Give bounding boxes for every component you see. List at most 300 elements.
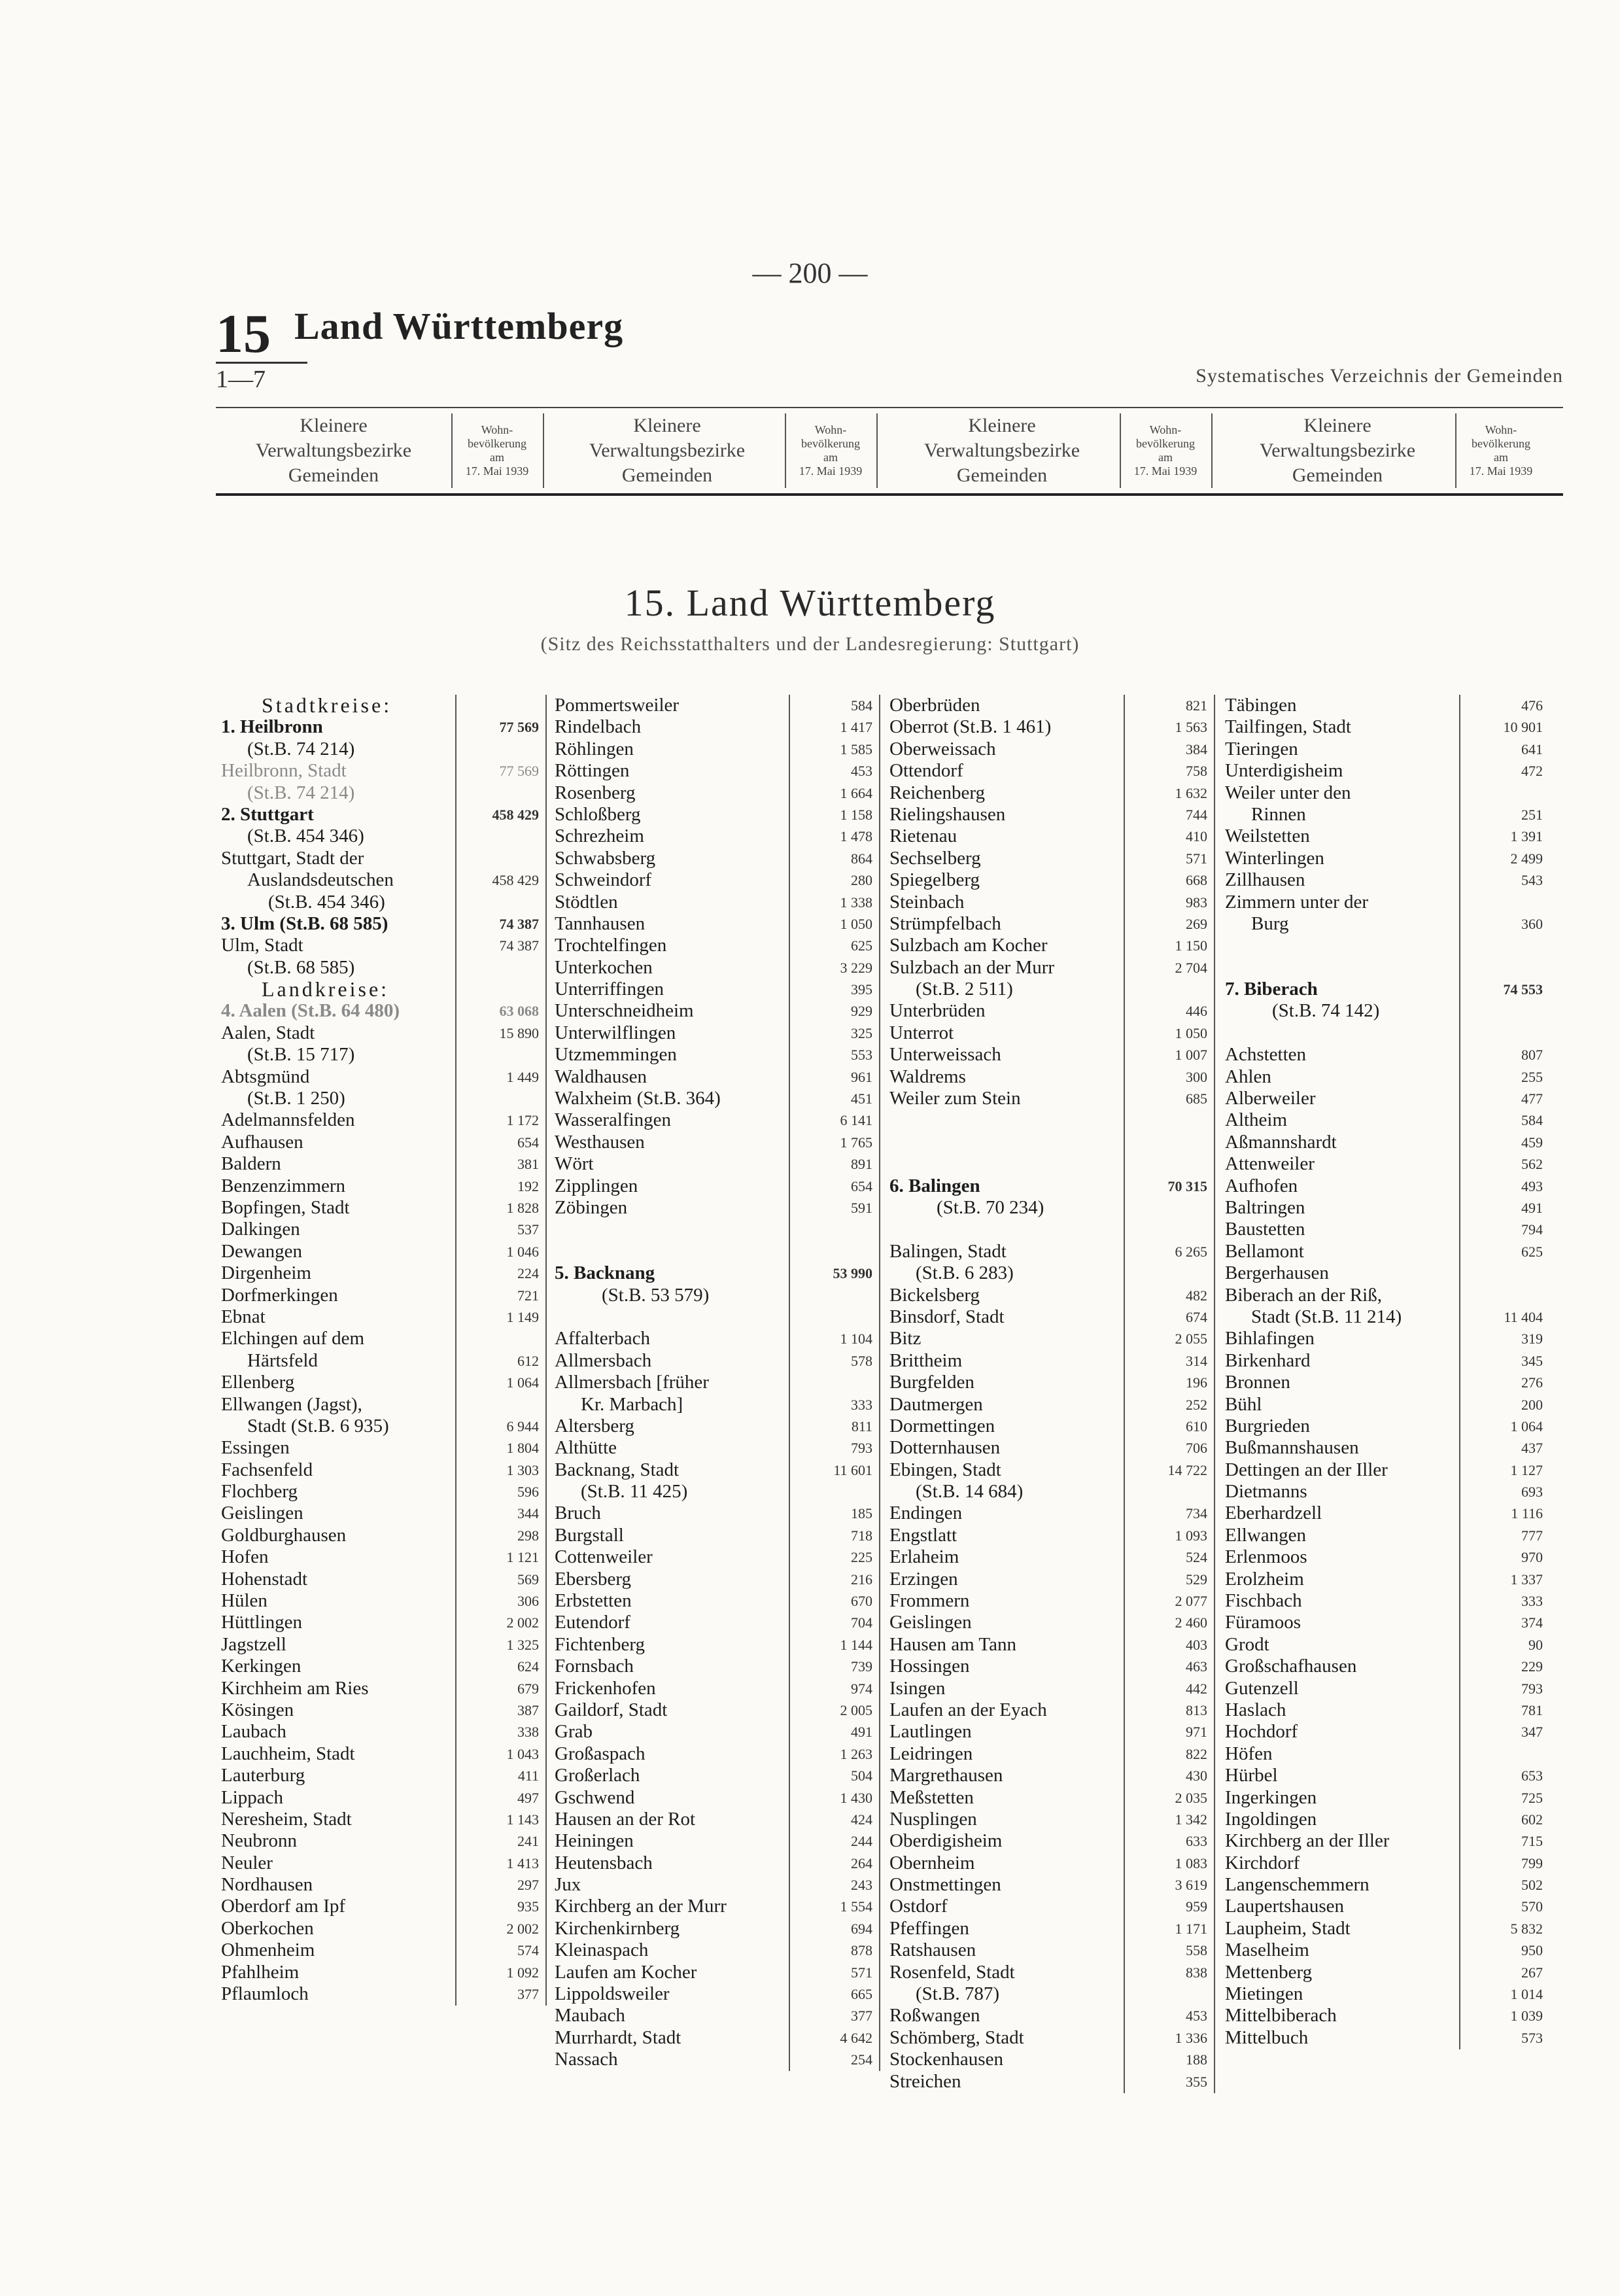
list-spacer <box>884 1109 1211 1131</box>
list-item <box>216 1896 543 1917</box>
municipality-name: Hohenstadt <box>221 1568 308 1590</box>
list-item <box>216 1678 543 1699</box>
municipality-name: Onstmettingen <box>889 1874 1001 1896</box>
population-value: 1 804 <box>506 1440 539 1457</box>
list-item <box>549 1896 876 1917</box>
list-item <box>884 1634 1211 1656</box>
header-name-line: Kleinere <box>633 415 701 436</box>
list-item <box>884 1459 1211 1481</box>
population-value: 251 <box>1521 806 1543 823</box>
list-spacer <box>884 1153 1211 1175</box>
population-value: 192 <box>517 1177 539 1194</box>
page-number: — 200 — <box>752 257 868 289</box>
municipality-name: Gschwend <box>555 1786 635 1808</box>
population-value: 1 007 <box>1175 1047 1207 1064</box>
population-value: 591 <box>851 1199 872 1216</box>
list-item <box>549 782 876 804</box>
population-value: 410 <box>1186 828 1207 845</box>
list-item <box>549 979 876 1000</box>
list-item <box>216 1328 543 1349</box>
population-value: 3 619 <box>1175 1877 1207 1894</box>
municipality-name: Mittelbuch <box>1225 2026 1309 2048</box>
list-item <box>884 1983 1211 2005</box>
population-value: 377 <box>851 2008 872 2025</box>
population-value: 524 <box>1186 1549 1207 1566</box>
population-value: 781 <box>1521 1701 1543 1718</box>
list-item <box>884 1022 1211 1044</box>
list-item <box>549 1721 876 1743</box>
list-item <box>1220 1918 1547 1939</box>
municipality-name: Lauterburg <box>221 1765 305 1786</box>
list-item <box>549 1983 876 2005</box>
list-item <box>1220 1962 1547 1983</box>
list-item <box>1220 1525 1547 1546</box>
municipality-name: Sulzbach am Kocher <box>889 935 1048 956</box>
population-value: 241 <box>517 1833 539 1850</box>
population-value: 739 <box>851 1658 872 1675</box>
municipality-name: Grodt <box>1225 1633 1269 1655</box>
list-item <box>216 760 543 782</box>
population-value: 442 <box>1186 1680 1207 1697</box>
list-item <box>884 1787 1211 1809</box>
municipality-name: Maselheim <box>1225 1939 1309 1961</box>
municipality-name: Erzingen <box>889 1568 958 1590</box>
list-item <box>1220 1044 1547 1066</box>
list-item <box>216 1656 543 1677</box>
header-name-line: Gemeinden <box>621 464 713 486</box>
population-value: 573 <box>1521 2029 1543 2046</box>
list-item <box>884 1481 1211 1503</box>
population-value: 1 765 <box>840 1134 872 1151</box>
population-value: 935 <box>517 1898 539 1915</box>
list-item <box>1220 1175 1547 1197</box>
list-item <box>1220 1634 1547 1656</box>
municipality-name: Strümpfelbach <box>889 913 1001 934</box>
municipality-name: Dautmergen <box>889 1393 983 1415</box>
municipality-name: Gaildorf, Stadt <box>555 1699 668 1720</box>
header-pop-line: bevölkerung <box>468 437 526 450</box>
list-item <box>549 1874 876 1896</box>
municipality-name: Erlenmoos <box>1225 1546 1307 1568</box>
municipality-name: Obernheim <box>889 1852 975 1873</box>
population-value: 1 585 <box>840 740 872 757</box>
municipality-name: Brittheim <box>889 1349 963 1371</box>
list-item <box>549 826 876 847</box>
list-item <box>884 1852 1211 1874</box>
list-item <box>549 804 876 826</box>
list-item <box>216 1743 543 1765</box>
municipality-name: Haslach <box>1225 1699 1286 1720</box>
population-value: 1 149 <box>506 1308 539 1325</box>
list-item <box>1220 1481 1547 1503</box>
table-header <box>216 407 1563 496</box>
municipality-name: Hossingen <box>889 1656 970 1677</box>
population-value: 333 <box>1521 1593 1543 1610</box>
municipality-name: (St.B. 2 511) <box>916 979 1013 1000</box>
population-value: 185 <box>851 1505 872 1522</box>
list-item <box>216 979 543 1000</box>
list-item <box>1220 1241 1547 1262</box>
list-item <box>549 2005 876 2026</box>
municipality-name: Schweindorf <box>555 869 652 891</box>
municipality-name: (St.B. 11 425) <box>581 1481 688 1503</box>
population-value: 74 387 <box>499 937 539 954</box>
list-item <box>216 1590 543 1612</box>
list-item <box>216 782 543 804</box>
population-value: 446 <box>1186 1003 1207 1020</box>
population-value: 403 <box>1186 1636 1207 1653</box>
list-item <box>216 1721 543 1743</box>
population-value: 1 303 <box>506 1461 539 1478</box>
list-item <box>216 1765 543 1786</box>
municipality-name: 1. Heilbronn <box>221 716 323 738</box>
population-value: 777 <box>1521 1527 1543 1544</box>
population-value: 325 <box>851 1024 872 1041</box>
population-value: 624 <box>517 1658 539 1675</box>
list-item <box>216 1416 543 1437</box>
municipality-name: Murrhardt, Stadt <box>555 2026 681 2048</box>
list-item <box>549 716 876 738</box>
population-value: 2 055 <box>1175 1331 1207 1348</box>
header-pop-line: Wohn- <box>814 423 847 436</box>
municipality-name: Großschafhausen <box>1225 1656 1357 1677</box>
population-value: 1 150 <box>1175 937 1207 954</box>
municipality-name: Laufen am Kocher <box>555 1961 697 1983</box>
list-item <box>549 1437 876 1459</box>
municipality-name: Goldburghausen <box>221 1524 347 1546</box>
population-value: 1 449 <box>506 1068 539 1085</box>
municipality-name: Stockenhausen <box>889 2049 1003 2070</box>
list-item <box>549 1503 876 1524</box>
population-value: 1 325 <box>506 1636 539 1653</box>
population-value: 1 336 <box>1175 2029 1207 2046</box>
municipality-name: Waldhausen <box>555 1066 647 1087</box>
list-item <box>216 1983 543 2005</box>
list-item <box>1220 1088 1547 1109</box>
list-item <box>1220 869 1547 891</box>
list-item <box>549 1678 876 1699</box>
list-item <box>884 1678 1211 1699</box>
municipality-name: Dewangen <box>221 1240 303 1262</box>
municipality-name: Streichen <box>889 2070 961 2092</box>
column-rule <box>1124 695 1125 2093</box>
municipality-name: Bihlafingen <box>1225 1328 1315 1349</box>
municipality-name: Bellamont <box>1225 1240 1304 1262</box>
column-2 <box>549 695 876 2071</box>
list-item <box>1220 1612 1547 1633</box>
municipality-name: Ratshausen <box>889 1939 976 1961</box>
population-value: 1 158 <box>840 806 872 823</box>
municipality-name: Zimmern unter der <box>1225 891 1369 913</box>
header-name-line: Kleinere <box>1303 415 1371 436</box>
list-item <box>1220 695 1547 716</box>
population-value: 243 <box>851 1877 872 1894</box>
list-item <box>1220 1394 1547 1416</box>
municipality-name: Landkreise: <box>262 979 390 1001</box>
population-value: 1 050 <box>840 915 872 932</box>
list-item <box>216 1285 543 1306</box>
list-item <box>549 1481 876 1503</box>
list-item <box>1220 1350 1547 1372</box>
list-item <box>884 1765 1211 1786</box>
municipality-name: Ebersberg <box>555 1568 632 1590</box>
municipality-name: Stadt (St.B. 11 214) <box>1251 1306 1402 1327</box>
population-value: 612 <box>517 1352 539 1369</box>
municipality-name: Kirchenkirnberg <box>555 1917 680 1939</box>
municipality-name: 7. Biberach <box>1225 979 1318 1000</box>
list-item <box>549 848 876 869</box>
municipality-name: (St.B. 787) <box>916 1983 1000 2005</box>
municipality-name: Kösingen <box>221 1699 294 1720</box>
population-value: 458 429 <box>492 806 539 823</box>
municipality-name: Meßstetten <box>889 1786 974 1808</box>
municipality-name: Unterriffingen <box>555 979 664 1000</box>
list-item <box>1220 760 1547 782</box>
list-item <box>549 1066 876 1088</box>
list-item <box>216 1918 543 1939</box>
municipality-name: Bopfingen, Stadt <box>221 1196 350 1218</box>
municipality-name: Jux <box>555 1874 581 1896</box>
municipality-name: Benzenzimmern <box>221 1175 346 1196</box>
column-4 <box>1220 695 1547 2049</box>
list-item <box>549 1197 876 1219</box>
list-item <box>216 957 543 979</box>
population-value: 1 413 <box>506 1854 539 1871</box>
population-value: 1 043 <box>506 1745 539 1762</box>
municipality-name: Füramoos <box>1225 1612 1301 1633</box>
population-value: 254 <box>851 2051 872 2068</box>
population-value: 529 <box>1186 1571 1207 1588</box>
municipality-name: Walxheim (St.B. 364) <box>555 1088 721 1109</box>
municipality-name: Burgstall <box>555 1524 624 1546</box>
list-spacer <box>1220 935 1547 956</box>
list-item <box>216 1787 543 1809</box>
population-value: 864 <box>851 850 872 867</box>
municipality-name: Weiler zum Stein <box>889 1088 1021 1109</box>
list-item <box>216 1546 543 1568</box>
population-value: 424 <box>851 1811 872 1828</box>
list-item <box>1220 848 1547 869</box>
population-value: 297 <box>517 1877 539 1894</box>
header-pop-line: Wohn- <box>1149 423 1182 436</box>
population-value: 77 569 <box>499 719 539 736</box>
header-name-line: Verwaltungsbezirke <box>923 440 1080 461</box>
municipality-name: Geislingen <box>889 1612 972 1633</box>
population-value: 633 <box>1186 1833 1207 1850</box>
municipality-name: Engstlatt <box>889 1524 957 1546</box>
municipality-name: Langenschemmern <box>1225 1874 1370 1896</box>
municipality-name: (St.B. 454 346) <box>268 891 385 913</box>
section-caption: Systematisches Verzeichnis der Gemeinden <box>1196 365 1563 387</box>
population-value: 610 <box>1186 1418 1207 1435</box>
municipality-name: (St.B. 1 250) <box>247 1088 345 1109</box>
list-item <box>1220 1066 1547 1088</box>
population-value: 571 <box>1186 850 1207 867</box>
municipality-name: Utzmemmingen <box>555 1044 677 1066</box>
list-item <box>884 935 1211 956</box>
municipality-name: Fornsbach <box>555 1656 634 1677</box>
column-rule <box>1459 695 1460 2049</box>
municipality-name: Fachsenfeld <box>221 1459 313 1480</box>
population-value: 497 <box>517 1789 539 1806</box>
header-pop-line: Wohn- <box>481 423 513 436</box>
population-value: 229 <box>1521 1658 1543 1675</box>
municipality-name: Ahlen <box>1225 1066 1271 1087</box>
list-item <box>216 716 543 738</box>
list-item <box>216 1262 543 1284</box>
population-value: 451 <box>851 1090 872 1107</box>
municipality-name: Essingen <box>221 1437 290 1459</box>
population-value: 811 <box>851 1418 872 1435</box>
municipality-name: Ostdorf <box>889 1896 948 1917</box>
list-item <box>549 1743 876 1765</box>
population-value: 793 <box>851 1440 872 1457</box>
list-item <box>884 1175 1211 1197</box>
population-value: 1 093 <box>1175 1527 1207 1544</box>
population-value: 950 <box>1521 1942 1543 1959</box>
list-item <box>216 1459 543 1481</box>
population-value: 584 <box>1521 1112 1543 1129</box>
list-item <box>216 804 543 826</box>
population-value: 1 828 <box>506 1199 539 1216</box>
header-pop-line: bevölkerung <box>801 437 860 450</box>
column-rule <box>879 695 880 2071</box>
list-item <box>216 1088 543 1109</box>
list-item <box>1220 1132 1547 1153</box>
list-item <box>884 1241 1211 1262</box>
list-item <box>884 1830 1211 1852</box>
list-item <box>1220 1153 1547 1175</box>
municipality-name: Aufhausen <box>221 1131 303 1153</box>
list-item <box>549 1416 876 1437</box>
municipality-name: Dirgenheim <box>221 1262 311 1284</box>
municipality-name: Wasseralfingen <box>555 1109 672 1131</box>
list-item <box>884 1503 1211 1524</box>
municipality-name: Kleinaspach <box>555 1939 649 1961</box>
column-1 <box>216 695 543 2005</box>
list-item <box>216 1852 543 1874</box>
list-item <box>1220 1459 1547 1481</box>
municipality-name: Heilbronn, Stadt <box>221 760 347 782</box>
list-item <box>549 935 876 956</box>
population-value: 706 <box>1186 1440 1207 1457</box>
population-value: 459 <box>1521 1134 1543 1151</box>
municipality-name: Laupheim, Stadt <box>1225 1917 1351 1939</box>
municipality-name: Roßwangen <box>889 2005 980 2026</box>
population-value: 63 068 <box>499 1003 539 1020</box>
municipality-name: Laupertshausen <box>1225 1896 1344 1917</box>
population-value: 504 <box>851 1767 872 1784</box>
municipality-name: Rosenberg <box>555 782 636 803</box>
population-value: 1 664 <box>840 784 872 801</box>
municipality-name: Erlaheim <box>889 1546 959 1568</box>
list-item <box>549 1962 876 1983</box>
municipality-name: Lippoldsweiler <box>555 1983 670 2005</box>
header-pop-cell <box>1120 408 1211 493</box>
list-item <box>216 1175 543 1197</box>
municipality-name: Mietingen <box>1225 1983 1303 2005</box>
list-spacer <box>884 1219 1211 1240</box>
population-value: 269 <box>1186 915 1207 932</box>
population-value: 596 <box>517 1484 539 1501</box>
population-value: 374 <box>1521 1614 1543 1631</box>
municipality-name: Eberhardzell <box>1225 1503 1322 1524</box>
header-pop-line: am <box>490 451 504 464</box>
municipality-name: Baustetten <box>1225 1219 1305 1240</box>
list-spacer <box>1220 957 1547 979</box>
list-item <box>884 782 1211 804</box>
column-rule <box>455 695 457 2006</box>
list-item <box>549 1350 876 1372</box>
header-name-cell <box>549 408 785 493</box>
list-item <box>884 695 1211 716</box>
section-number: 15 <box>216 304 271 364</box>
list-item <box>216 935 543 956</box>
municipality-name: Aßmannshardt <box>1225 1131 1337 1153</box>
population-value: 2 035 <box>1175 1789 1207 1806</box>
municipality-name: Margrethausen <box>889 1765 1003 1786</box>
population-value: 11 404 <box>1504 1308 1543 1325</box>
municipality-name: Rindelbach <box>555 716 642 738</box>
municipality-name: Steinbach <box>889 891 965 913</box>
population-value: 355 <box>1186 2073 1207 2090</box>
municipality-name: Kirchheim am Ries <box>221 1677 369 1699</box>
municipality-name: Maubach <box>555 2005 625 2026</box>
municipality-name: Mittelbiberach <box>1225 2005 1337 2026</box>
list-item <box>884 1350 1211 1372</box>
municipality-name: Röhlingen <box>555 738 634 759</box>
population-value: 6 944 <box>506 1418 539 1435</box>
list-item <box>884 1000 1211 1022</box>
municipality-name: Oberdigisheim <box>889 1830 1003 1852</box>
list-item <box>216 1503 543 1524</box>
municipality-name: Unterrot <box>889 1022 954 1043</box>
list-item <box>216 739 543 760</box>
list-item <box>216 848 543 869</box>
municipality-name: Bickelsberg <box>889 1284 980 1306</box>
municipality-name: Pflaumloch <box>221 1983 309 2005</box>
population-value: 300 <box>1186 1068 1207 1085</box>
list-item <box>884 1590 1211 1612</box>
municipality-name: Sechselberg <box>889 847 981 869</box>
population-value: 715 <box>1521 1833 1543 1850</box>
population-value: 70 315 <box>1167 1177 1207 1194</box>
list-item <box>1220 1874 1547 1896</box>
list-item <box>549 1000 876 1022</box>
municipality-name: Unterdigisheim <box>1225 760 1343 782</box>
municipality-name: Zipplingen <box>555 1175 638 1196</box>
municipality-name: Weilstetten <box>1225 826 1310 847</box>
population-value: 654 <box>517 1134 539 1151</box>
population-value: 53 990 <box>833 1265 872 1282</box>
municipality-name: Althütte <box>555 1437 617 1459</box>
municipality-name: Ohmenheim <box>221 1939 315 1961</box>
municipality-name: Erolzheim <box>1225 1568 1304 1590</box>
municipality-name: Altheim <box>1225 1109 1288 1131</box>
municipality-name: Burgfelden <box>889 1372 974 1393</box>
list-item <box>1220 1896 1547 1917</box>
population-value: 188 <box>1186 2051 1207 2068</box>
municipality-name: Rosenfeld, Stadt <box>889 1961 1015 1983</box>
list-item <box>549 1262 876 1284</box>
population-value: 668 <box>1186 872 1207 889</box>
population-value: 276 <box>1521 1374 1543 1391</box>
population-value: 2 077 <box>1175 1593 1207 1610</box>
municipality-name: Schwabsberg <box>555 847 656 869</box>
header-pop-line: 17. Mai 1939 <box>1469 464 1533 478</box>
population-value: 558 <box>1186 1942 1207 1959</box>
municipality-name: (St.B. 68 585) <box>247 956 355 978</box>
